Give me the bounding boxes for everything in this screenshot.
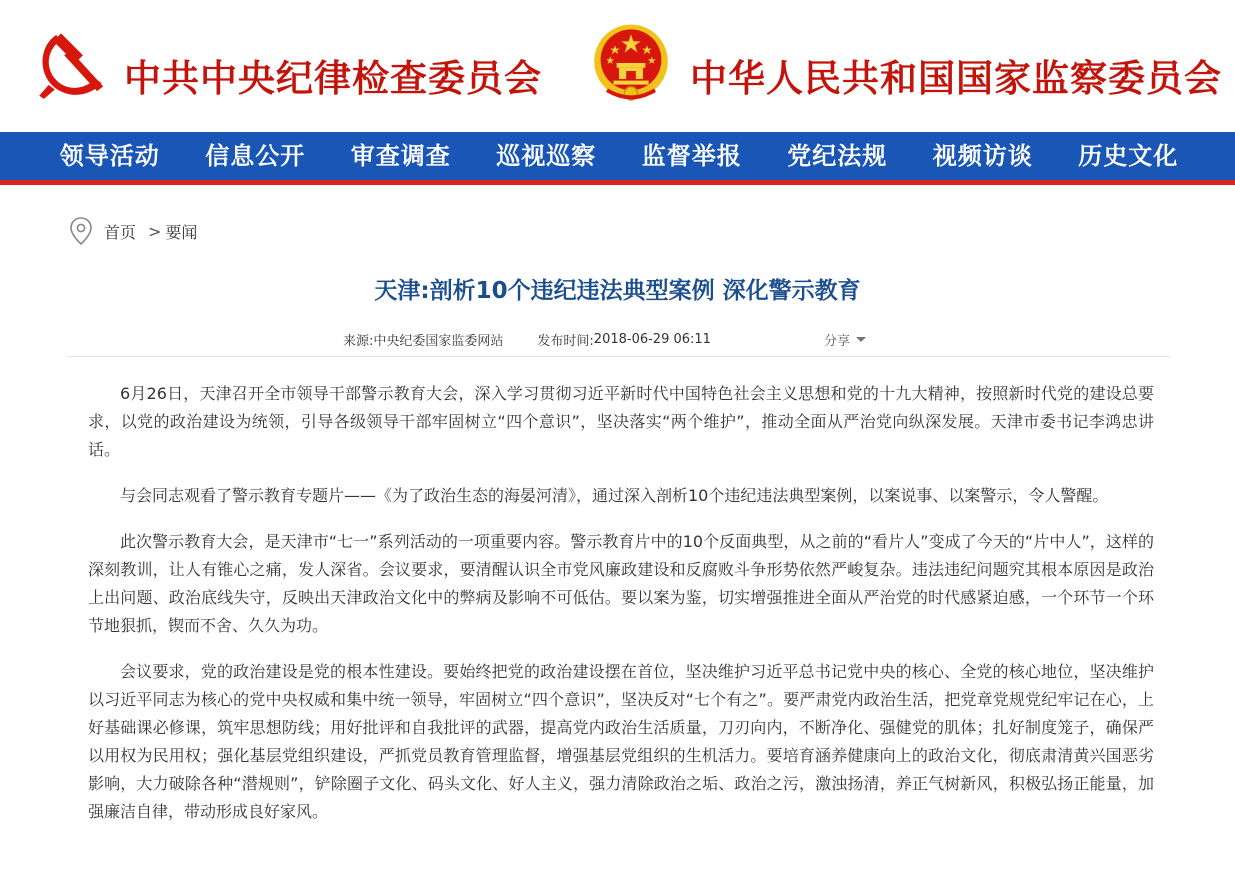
share-dropdown[interactable] — [824, 330, 866, 349]
article-body — [88, 380, 1154, 844]
article-paragraph: 此次警示教育大会，是天津市“七一”系列活动的一项重要内容。警示教育片中的10个反面典型，从之前的“看片人”变成了今天的“片中人”，这样的深刻教训，让人有锥心之痛，发人深省。会议要求，要清醒认识全市党风廉政建设和反腐败斗争形势依然严峻复杂。违法违纪问题究其根本原因是政治上出问题、政治底线失守，反映出天津政治文化中的弊病及影响不可低估。要以案为鉴，切实增强推进全面从严治党的时代感紧迫感，一个环节一个环节地狠抓，锲而不舍、久久为功。 — [88, 532, 1154, 635]
nav-item-video[interactable]: 视频访谈 — [932, 141, 1033, 170]
nav-item-history[interactable]: 历史文化 — [1078, 141, 1179, 170]
article-paragraph: 6月26日，天津召开全市领导干部警示教育大会，深入学习贯彻习近平新时代中国特色社会主义思想和党的十九大精神，按照新时代党的建设总要求，以党的政治建设为统领，引导各级领导干部牢固树立“四个意识”，坚决落实“两个维护”，推动全面从严治党向纵深发展。天津市委书记李鸿忠讲话。 — [88, 384, 1154, 459]
caret-down-icon — [856, 337, 866, 342]
national-emblem-icon[interactable] — [591, 21, 671, 105]
main-nav — [0, 132, 1235, 180]
nav-list — [0, 132, 1235, 180]
time-label: 发布时间: — [537, 334, 594, 349]
source-value: 中央纪委国家监委网站 — [373, 334, 504, 349]
breadcrumb — [68, 216, 197, 246]
nav-item-leadership[interactable]: 领导活动 — [59, 141, 160, 170]
article-meta — [343, 330, 711, 349]
hammer-sickle-icon[interactable] — [33, 24, 111, 102]
nav-accent-bar — [0, 180, 1235, 185]
cpc-commission-title[interactable]: 中共中央纪律检查委员会 — [124, 56, 542, 100]
breadcrumb-current-link[interactable]: 要闻 — [165, 222, 198, 242]
meta-divider — [68, 356, 1170, 357]
nav-item-regulations[interactable]: 党纪法规 — [787, 141, 888, 170]
location-pin-icon — [68, 216, 94, 246]
nav-item-report[interactable]: 监督举报 — [641, 141, 742, 170]
nav-item-investigation[interactable]: 审查调查 — [350, 141, 451, 170]
article-title: 天津:剖析10个违纪违法典型案例 深化警示教育 — [374, 278, 861, 304]
site-header — [0, 0, 1235, 132]
state-commission-title[interactable]: 中华人民共和国国家监察委员会 — [690, 56, 1222, 100]
article-paragraph: 与会同志观看了警示教育专题片——《为了政治生态的海晏河清》，通过深入剖析10个违纪违法典型案例，以案说事、以案警示，令人警醒。 — [120, 486, 1109, 505]
source-label: 来源: — [343, 334, 374, 349]
nav-item-info-disclosure[interactable]: 信息公开 — [205, 141, 306, 170]
nav-item-inspection[interactable]: 巡视巡察 — [496, 141, 597, 170]
article-paragraph: 会议要求，党的政治建设是党的根本性建设。要始终把党的政治建设摆在首位，坚决维护习近平总书记党中央的核心、全党的核心地位，坚决维护以习近平同志为核心的党中央权威和集中统一领导，牢固树立“四个意识”，坚决反对“七个有之”。要严肃党内政治生活，把党章党规党纪牢记在心，上好基础课必修课，筑牢思想防线；用好批评和自我批评的武器，提高党内政治生活质量，刀刃向内，不断净化、强健党的肌体；扎好制度笼子，确保严以用权为民用权；强化基层党组织建设，严抓党员教育管理监督，增强基层党组织的生机活力。要培育涵养健康向上的政治文化，彻底肃清黄兴国恶劣影响，大力破除各种“潜规则”，铲除圈子文化、码头文化、好人主义，强力清除政治之垢、政治之污，激浊扬清，养正气树新风，积极弘扬正能量，加强廉洁自律，带动形成良好家风。 — [88, 662, 1154, 821]
breadcrumb-separator: > — [148, 221, 162, 241]
breadcrumb-home-link[interactable]: 首页 — [104, 222, 137, 242]
share-label: 分享 — [824, 334, 851, 349]
time-value: 2018-06-29 06:11 — [593, 332, 711, 347]
